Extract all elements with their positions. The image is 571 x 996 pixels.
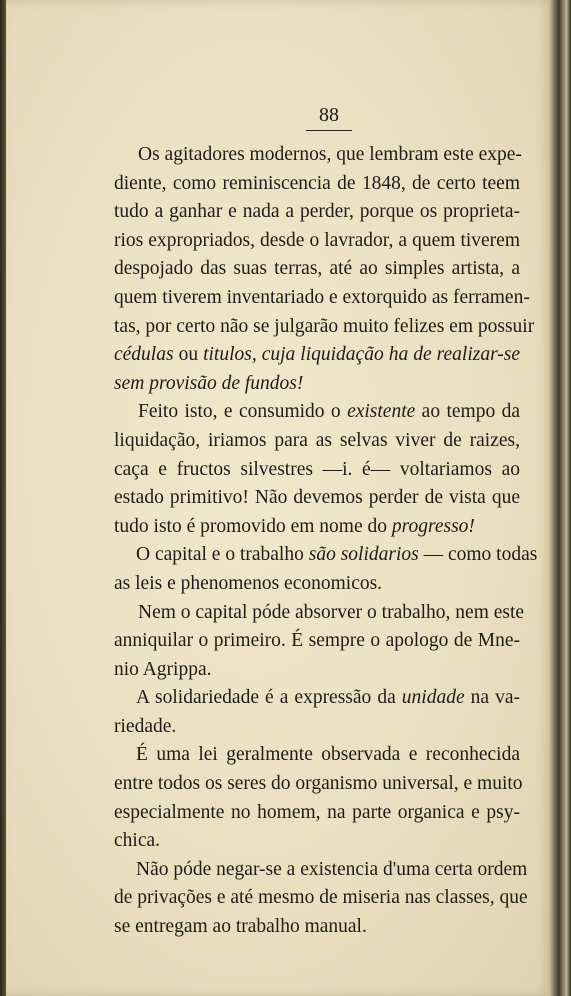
text-run: tudo a ganhar e nada a perder, porque os proprieta- [114, 201, 520, 223]
page-number: 88 [319, 104, 339, 126]
italic-text: progresso! [391, 515, 475, 537]
text-run: tudo isto é promovido em nome do [114, 515, 392, 537]
text-line [114, 656, 520, 685]
text-line [114, 884, 528, 913]
text-run: — como todas [418, 544, 538, 566]
text-line [114, 484, 520, 513]
italic-text: unidade [401, 687, 465, 709]
text-line [114, 284, 530, 313]
text-run: A solidariedade é a expressão da [136, 687, 402, 709]
text-line [114, 684, 520, 713]
text-line [114, 198, 520, 227]
text-line [114, 513, 520, 542]
text-line [114, 599, 525, 628]
text-run: anniquilar o primeiro. É sempre o apologo de Mne- [114, 630, 520, 652]
italic-text: titulos, cuja liquidação ha de realizar-se [203, 344, 521, 366]
text-run: diente, como reminiscencia de 1848, de certo teem [114, 172, 520, 194]
text-run: tas, por certo não se julgarão muito felizes em possuir [114, 315, 535, 337]
paragraph [114, 599, 525, 685]
text-line [114, 713, 520, 742]
text-line [114, 170, 520, 199]
italic-text: sem provisão de fundos! [114, 372, 304, 394]
text-run: de privações e até mesmo de miseria nas classes, que [114, 887, 528, 909]
text-line [114, 456, 520, 485]
text-run: Os agitadores modernos, que lembram este expe- [138, 144, 522, 165]
text-line [114, 799, 520, 828]
text-line [114, 741, 520, 770]
text-run: Não póde negar-se a existencia d'uma certa ordem [136, 858, 528, 880]
text-run: O capital e o trabalho [136, 544, 309, 566]
text-run: ou [173, 344, 204, 366]
text-run: despojado das suas terras, até ao simples artista, a [114, 258, 520, 280]
text-line [114, 427, 520, 456]
text-run: se entregam ao trabalho manual. [114, 916, 367, 938]
text-line [114, 856, 528, 885]
body-text [114, 141, 538, 942]
paragraph [114, 141, 535, 398]
text-run: quem tiverem inventariado e extorquido as ferramen- [114, 286, 530, 308]
text-line [114, 570, 520, 599]
italic-text: são solidarios [308, 544, 419, 566]
text-line [114, 255, 520, 284]
text-run: É uma lei geralmente observada e reconhecida [136, 744, 520, 766]
text-line [114, 227, 520, 256]
text-line [114, 141, 520, 170]
text-line [114, 913, 520, 942]
book-page-edges-right [549, 0, 571, 996]
text-run: Nem o capital póde absorver o trabalho, nem este [138, 601, 525, 623]
text-line [114, 341, 520, 370]
text-run: riedade. [114, 715, 177, 737]
text-run: estado primitivo! Não devemos perder de vista que [114, 487, 520, 509]
text-line [114, 398, 520, 427]
text-run: entre todos os seres do organismo universal, e muito [114, 773, 523, 795]
paragraph [114, 541, 538, 598]
text-run: chica. [114, 830, 161, 852]
text-line [114, 370, 520, 399]
text-line [114, 541, 538, 570]
book-page [6, 0, 552, 996]
page-number-rule [306, 130, 352, 131]
text-run: ao tempo da [415, 401, 520, 423]
paragraph [114, 856, 528, 942]
text-run: nio Agrippa. [114, 658, 212, 680]
text-run: na va- [464, 687, 520, 709]
text-line [114, 827, 520, 856]
paragraph [114, 684, 520, 741]
text-run: Feito isto, e consumido o [138, 401, 348, 423]
italic-text: cédulas [114, 344, 174, 366]
text-line [114, 770, 523, 799]
text-line [114, 627, 520, 656]
paragraph [114, 741, 523, 855]
text-line [114, 313, 535, 342]
text-run: rios expropriados, desde o lavrador, a quem tiverem [114, 229, 520, 251]
text-run: caça e fructos silvestres —i. é— voltariamos ao [114, 458, 520, 480]
text-run: as leis e phenomenos economicos. [114, 572, 383, 594]
paragraph [114, 398, 520, 541]
italic-text: existente [347, 401, 416, 423]
text-run: especialmente no homem, na parte organica e psy- [114, 801, 520, 823]
text-run: liquidação, iriamos para as selvas viver de raizes, [114, 429, 520, 451]
